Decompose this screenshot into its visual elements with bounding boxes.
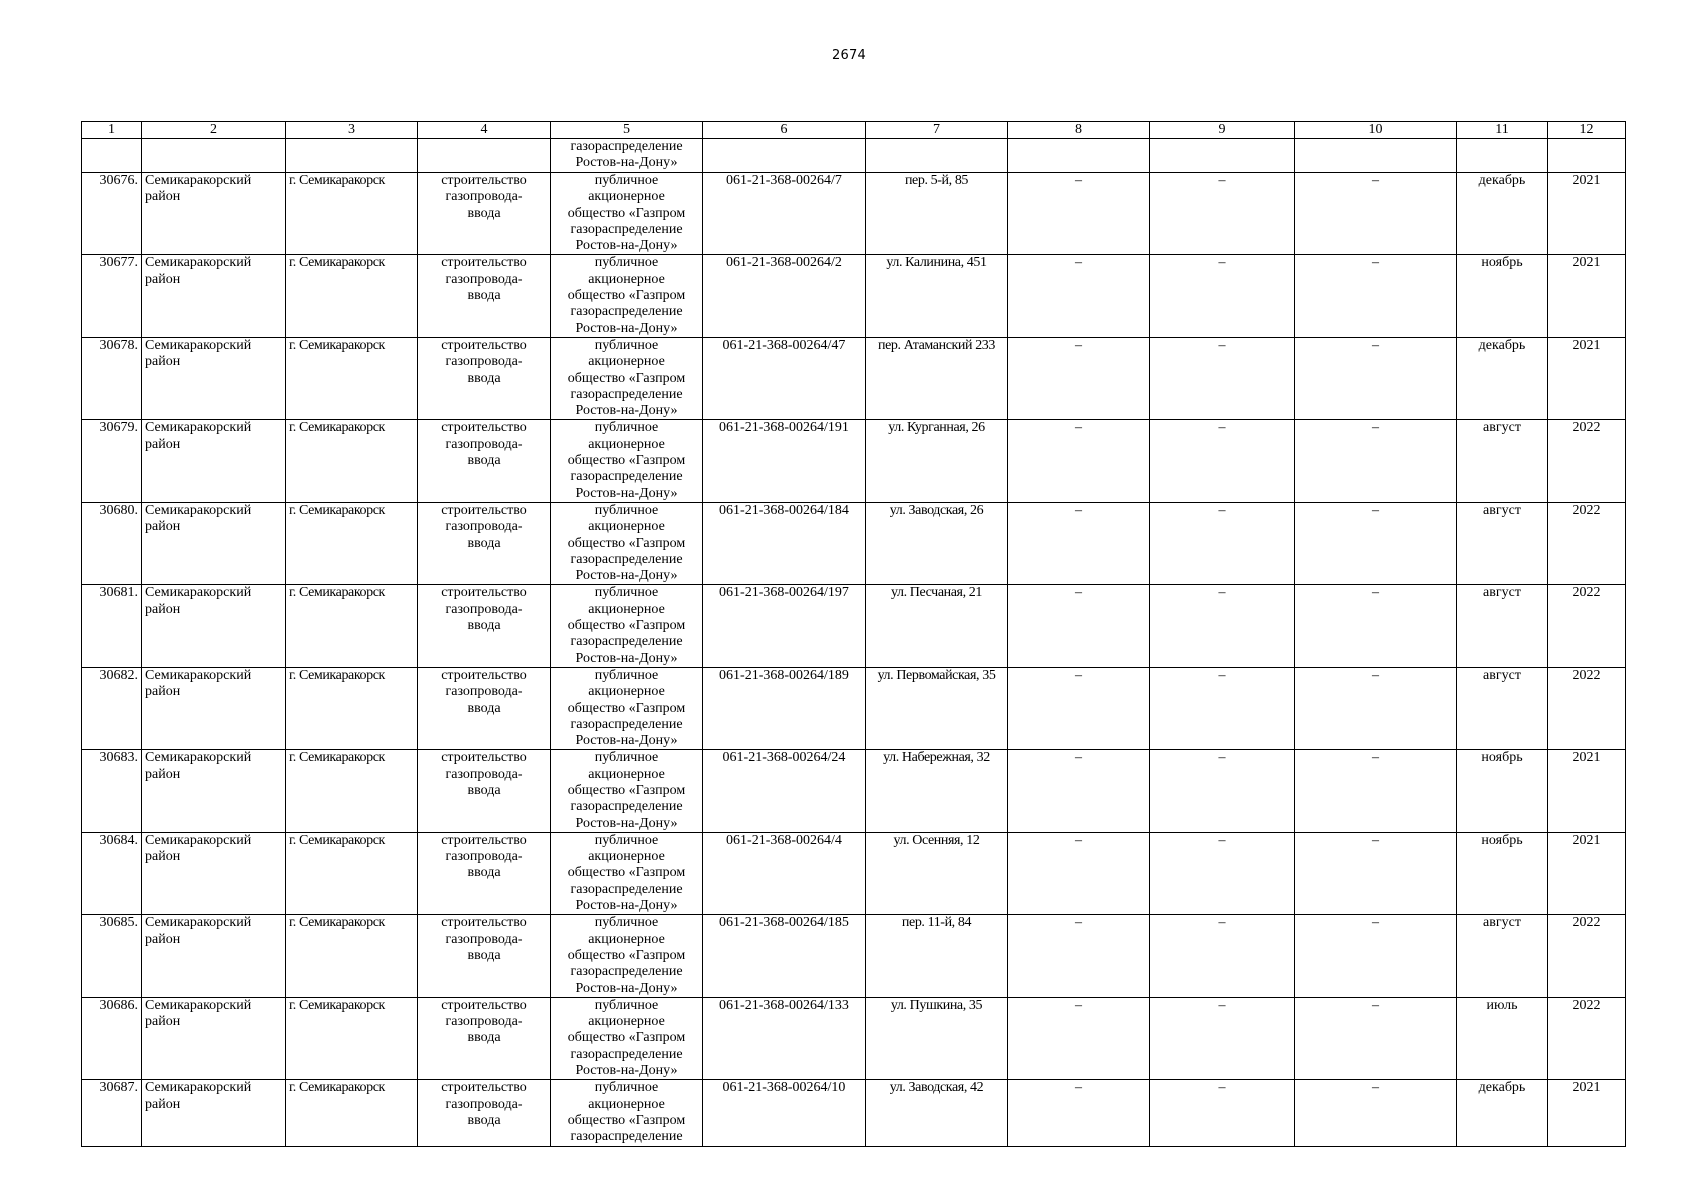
owner bbox=[551, 750, 703, 832]
col-8-value: – bbox=[1008, 585, 1150, 667]
cell-4 bbox=[418, 139, 551, 173]
work-line: газопровода- bbox=[445, 1096, 523, 1112]
work-line: строительство bbox=[441, 255, 527, 271]
owner-line: публичное bbox=[594, 173, 659, 188]
col-10-value: – bbox=[1295, 173, 1457, 255]
owner bbox=[551, 915, 703, 997]
registry-code: 061-21-368-00264/7 bbox=[703, 173, 866, 255]
month: август bbox=[1457, 915, 1548, 997]
row-number: 30683. bbox=[82, 750, 142, 832]
owner bbox=[551, 667, 703, 749]
district: Семикаракорский район bbox=[142, 255, 286, 337]
owner-line: газораспределение bbox=[570, 1129, 683, 1145]
owner-line: Ростов-на-Дону» bbox=[575, 568, 678, 584]
month: август bbox=[1457, 667, 1548, 749]
owner-line: Ростов-на-Дону» bbox=[575, 650, 678, 666]
owner-line: акционерное bbox=[588, 1014, 665, 1030]
locality: г. Семикаракорск bbox=[286, 420, 418, 502]
table-row bbox=[82, 337, 1626, 419]
address: ул. Курганная, 26 bbox=[866, 420, 1008, 502]
locality: г. Семикаракорск bbox=[286, 915, 418, 997]
month: ноябрь bbox=[1457, 255, 1548, 337]
month: август bbox=[1457, 420, 1548, 502]
owner-line: акционерное bbox=[588, 436, 665, 452]
registry-code: 061-21-368-00264/197 bbox=[703, 585, 866, 667]
owner-line: Ростов-на-Дону» bbox=[575, 238, 678, 254]
owner-line: газораспределение bbox=[570, 469, 683, 485]
work-line: строительство bbox=[441, 832, 527, 848]
owner-line: общество «Газпром bbox=[567, 782, 686, 798]
row-number: 30681. bbox=[82, 585, 142, 667]
owner-line: общество «Газпром bbox=[567, 865, 686, 881]
col-9-value: – bbox=[1150, 502, 1295, 584]
owner-line: газораспределение bbox=[570, 551, 683, 567]
registry-code: 061-21-368-00264/24 bbox=[703, 750, 866, 832]
year: 2022 bbox=[1548, 915, 1626, 997]
col-8-value: – bbox=[1008, 1080, 1150, 1146]
address: пер. Атаманский 233 bbox=[866, 337, 1008, 419]
year: 2022 bbox=[1548, 585, 1626, 667]
col-10-value: – bbox=[1295, 750, 1457, 832]
table-row bbox=[82, 832, 1626, 914]
registry-code: 061-21-368-00264/184 bbox=[703, 502, 866, 584]
owner-line: общество «Газпром bbox=[567, 205, 686, 221]
owner bbox=[551, 997, 703, 1079]
work-line: ввода bbox=[467, 947, 501, 963]
owner-line: газораспределение bbox=[570, 386, 683, 402]
registry-code: 061-21-368-00264/2 bbox=[703, 255, 866, 337]
table-row bbox=[82, 750, 1626, 832]
continuation-row bbox=[82, 139, 1626, 173]
column-number-7: 7 bbox=[866, 122, 1008, 139]
owner-line: акционерное bbox=[588, 354, 665, 370]
col-10-value: – bbox=[1295, 255, 1457, 337]
work-line: строительство bbox=[441, 750, 527, 766]
work-type bbox=[418, 750, 551, 832]
col-9-value: – bbox=[1150, 1080, 1295, 1146]
col-8-value: – bbox=[1008, 502, 1150, 584]
district: Семикаракорский район bbox=[142, 997, 286, 1079]
col-10-value: – bbox=[1295, 832, 1457, 914]
address: пер. 11-й, 84 bbox=[866, 915, 1008, 997]
owner bbox=[551, 420, 703, 502]
owner-line: акционерное bbox=[588, 1096, 665, 1112]
owner-line: газораспределение bbox=[570, 964, 683, 980]
address: ул. Заводская, 26 bbox=[866, 502, 1008, 584]
owner-line: Ростов-на-Дону» bbox=[575, 155, 678, 171]
owner-line: Ростов-на-Дону» bbox=[575, 1063, 678, 1079]
owner-line: акционерное bbox=[588, 849, 665, 865]
work-line: газопровода- bbox=[445, 1014, 523, 1030]
owner-line: публичное bbox=[594, 255, 659, 271]
row-number: 30678. bbox=[82, 337, 142, 419]
owner bbox=[551, 255, 703, 337]
year: 2021 bbox=[1548, 832, 1626, 914]
locality: г. Семикаракорск bbox=[286, 255, 418, 337]
owner-line: Ростов-на-Дону» bbox=[575, 898, 678, 914]
owner-line: публичное bbox=[594, 997, 659, 1013]
year: 2021 bbox=[1548, 173, 1626, 255]
table-row bbox=[82, 915, 1626, 997]
owner-line: публичное bbox=[594, 667, 659, 683]
year: 2022 bbox=[1548, 997, 1626, 1079]
month: август bbox=[1457, 502, 1548, 584]
column-number-6: 6 bbox=[703, 122, 866, 139]
work-line: ввода bbox=[467, 618, 501, 634]
month: декабрь bbox=[1457, 1080, 1548, 1146]
work-type bbox=[418, 173, 551, 255]
col-8-value: – bbox=[1008, 420, 1150, 502]
cell-1 bbox=[82, 139, 142, 173]
column-number-10: 10 bbox=[1295, 122, 1457, 139]
column-number-9: 9 bbox=[1150, 122, 1295, 139]
owner bbox=[551, 173, 703, 255]
owner-line: общество «Газпром bbox=[567, 453, 686, 469]
district: Семикаракорский район bbox=[142, 502, 286, 584]
work-line: газопровода- bbox=[445, 931, 523, 947]
owner bbox=[551, 585, 703, 667]
col-8-value: – bbox=[1008, 997, 1150, 1079]
locality: г. Семикаракорск bbox=[286, 1080, 418, 1146]
cell-owner bbox=[551, 139, 703, 173]
work-type bbox=[418, 337, 551, 419]
district: Семикаракорский район bbox=[142, 173, 286, 255]
col-8-value: – bbox=[1008, 750, 1150, 832]
owner-line: Ростов-на-Дону» bbox=[575, 485, 678, 501]
work-line: строительство bbox=[441, 1080, 527, 1096]
district: Семикаракорский район bbox=[142, 750, 286, 832]
owner-line: общество «Газпром bbox=[567, 700, 686, 716]
registry-code: 061-21-368-00264/4 bbox=[703, 832, 866, 914]
col-10-value: – bbox=[1295, 337, 1457, 419]
column-number-1: 1 bbox=[82, 122, 142, 139]
month: декабрь bbox=[1457, 337, 1548, 419]
district: Семикаракорский район bbox=[142, 585, 286, 667]
cell-6 bbox=[703, 139, 866, 173]
col-9-value: – bbox=[1150, 255, 1295, 337]
owner-line: газораспределение bbox=[570, 716, 683, 732]
district: Семикаракорский район bbox=[142, 832, 286, 914]
owner-line: публичное bbox=[594, 337, 659, 353]
month: ноябрь bbox=[1457, 750, 1548, 832]
locality: г. Семикаракорск bbox=[286, 667, 418, 749]
register-table bbox=[81, 121, 1626, 1147]
row-number: 30680. bbox=[82, 502, 142, 584]
col-9-value: – bbox=[1150, 420, 1295, 502]
owner-line: общество «Газпром bbox=[567, 1030, 686, 1046]
year: 2022 bbox=[1548, 502, 1626, 584]
work-line: строительство bbox=[441, 585, 527, 601]
owner-line: газораспределение bbox=[570, 139, 683, 154]
owner bbox=[551, 832, 703, 914]
table-row bbox=[82, 585, 1626, 667]
address: ул. Первомайская, 35 bbox=[866, 667, 1008, 749]
owner-line: Ростов-на-Дону» bbox=[575, 980, 678, 996]
column-number-12: 12 bbox=[1548, 122, 1626, 139]
district: Семикаракорский район bbox=[142, 1080, 286, 1146]
work-line: ввода bbox=[467, 1112, 501, 1128]
registry-code: 061-21-368-00264/133 bbox=[703, 997, 866, 1079]
owner-line: публичное bbox=[594, 750, 659, 766]
row-number: 30682. bbox=[82, 667, 142, 749]
work-type bbox=[418, 997, 551, 1079]
column-number-4: 4 bbox=[418, 122, 551, 139]
owner-line: газораспределение bbox=[570, 634, 683, 650]
col-9-value: – bbox=[1150, 915, 1295, 997]
row-number: 30684. bbox=[82, 832, 142, 914]
owner-line: Ростов-на-Дону» bbox=[575, 815, 678, 831]
work-line: ввода bbox=[467, 453, 501, 469]
month: ноябрь bbox=[1457, 832, 1548, 914]
work-line: газопровода- bbox=[445, 684, 523, 700]
col-8-value: – bbox=[1008, 173, 1150, 255]
locality: г. Семикаракорск bbox=[286, 585, 418, 667]
work-line: строительство bbox=[441, 667, 527, 683]
owner-line: публичное bbox=[594, 915, 659, 931]
table-row bbox=[82, 255, 1626, 337]
owner-line: акционерное bbox=[588, 519, 665, 535]
work-type bbox=[418, 1080, 551, 1146]
owner-line: акционерное bbox=[588, 601, 665, 617]
col-9-value: – bbox=[1150, 667, 1295, 749]
page-number: 2674 bbox=[832, 48, 866, 63]
owner-line: Ростов-на-Дону» bbox=[575, 403, 678, 419]
table-row bbox=[82, 667, 1626, 749]
work-line: ввода bbox=[467, 1030, 501, 1046]
row-number: 30685. bbox=[82, 915, 142, 997]
work-type bbox=[418, 667, 551, 749]
cell-3 bbox=[286, 139, 418, 173]
owner-line: публичное bbox=[594, 585, 659, 601]
owner-line: акционерное bbox=[588, 189, 665, 205]
col-8-value: – bbox=[1008, 915, 1150, 997]
col-10-value: – bbox=[1295, 667, 1457, 749]
col-9-value: – bbox=[1150, 997, 1295, 1079]
address: ул. Набережная, 32 bbox=[866, 750, 1008, 832]
owner-line: публичное bbox=[594, 420, 659, 436]
owner-line: общество «Газпром bbox=[567, 947, 686, 963]
work-line: строительство bbox=[441, 502, 527, 518]
column-number-3: 3 bbox=[286, 122, 418, 139]
col-8-value: – bbox=[1008, 337, 1150, 419]
registry-code: 061-21-368-00264/47 bbox=[703, 337, 866, 419]
work-line: ввода bbox=[467, 205, 501, 221]
owner-line: акционерное bbox=[588, 766, 665, 782]
address: ул. Пушкина, 35 bbox=[866, 997, 1008, 1079]
table-row bbox=[82, 502, 1626, 584]
work-line: ввода bbox=[467, 782, 501, 798]
locality: г. Семикаракорск bbox=[286, 337, 418, 419]
owner-line: газораспределение bbox=[570, 799, 683, 815]
row-number: 30676. bbox=[82, 173, 142, 255]
owner-line: газораспределение bbox=[570, 1046, 683, 1062]
year: 2021 bbox=[1548, 750, 1626, 832]
row-number: 30687. bbox=[82, 1080, 142, 1146]
cell-2 bbox=[142, 139, 286, 173]
row-number: 30677. bbox=[82, 255, 142, 337]
month: декабрь bbox=[1457, 173, 1548, 255]
work-line: строительство bbox=[441, 420, 527, 436]
owner bbox=[551, 502, 703, 584]
work-line: ввода bbox=[467, 370, 501, 386]
owner-line: акционерное bbox=[588, 271, 665, 287]
col-8-value: – bbox=[1008, 255, 1150, 337]
work-line: ввода bbox=[467, 865, 501, 881]
cell-11 bbox=[1457, 139, 1548, 173]
col-9-value: – bbox=[1150, 832, 1295, 914]
column-number-8: 8 bbox=[1008, 122, 1150, 139]
work-line: газопровода- bbox=[445, 271, 523, 287]
col-9-value: – bbox=[1150, 337, 1295, 419]
column-number-header bbox=[82, 122, 1626, 139]
month: август bbox=[1457, 585, 1548, 667]
cell-9 bbox=[1150, 139, 1295, 173]
cell-7 bbox=[866, 139, 1008, 173]
work-type bbox=[418, 502, 551, 584]
work-line: строительство bbox=[441, 337, 527, 353]
col-10-value: – bbox=[1295, 420, 1457, 502]
owner-line: общество «Газпром bbox=[567, 370, 686, 386]
registry-code: 061-21-368-00264/189 bbox=[703, 667, 866, 749]
address: пер. 5-й, 85 bbox=[866, 173, 1008, 255]
owner-line: газораспределение bbox=[570, 304, 683, 320]
locality: г. Семикаракорск bbox=[286, 832, 418, 914]
col-10-value: – bbox=[1295, 915, 1457, 997]
table-row bbox=[82, 420, 1626, 502]
column-number-2: 2 bbox=[142, 122, 286, 139]
year: 2021 bbox=[1548, 255, 1626, 337]
col-9-value: – bbox=[1150, 173, 1295, 255]
table-row bbox=[82, 1080, 1626, 1146]
work-line: ввода bbox=[467, 288, 501, 304]
work-line: газопровода- bbox=[445, 766, 523, 782]
work-type bbox=[418, 832, 551, 914]
work-line: газопровода- bbox=[445, 354, 523, 370]
owner-line: газораспределение bbox=[570, 881, 683, 897]
owner-line: акционерное bbox=[588, 684, 665, 700]
work-line: газопровода- bbox=[445, 519, 523, 535]
col-9-value: – bbox=[1150, 750, 1295, 832]
cell-12 bbox=[1548, 139, 1626, 173]
owner bbox=[551, 1080, 703, 1146]
registry-code: 061-21-368-00264/191 bbox=[703, 420, 866, 502]
year: 2022 bbox=[1548, 420, 1626, 502]
col-10-value: – bbox=[1295, 997, 1457, 1079]
address: ул. Калинина, 451 bbox=[866, 255, 1008, 337]
row-number: 30679. bbox=[82, 420, 142, 502]
work-line: ввода bbox=[467, 700, 501, 716]
col-10-value: – bbox=[1295, 502, 1457, 584]
registry-code: 061-21-368-00264/185 bbox=[703, 915, 866, 997]
work-line: ввода bbox=[467, 535, 501, 551]
work-type bbox=[418, 585, 551, 667]
owner-line: акционерное bbox=[588, 931, 665, 947]
locality: г. Семикаракорск bbox=[286, 173, 418, 255]
col-8-value: – bbox=[1008, 832, 1150, 914]
owner-line: Ростов-на-Дону» bbox=[575, 320, 678, 336]
work-type bbox=[418, 255, 551, 337]
owner-line: публичное bbox=[594, 502, 659, 518]
district: Семикаракорский район bbox=[142, 420, 286, 502]
owner bbox=[551, 337, 703, 419]
owner-line: общество «Газпром bbox=[567, 535, 686, 551]
column-number-11: 11 bbox=[1457, 122, 1548, 139]
year: 2022 bbox=[1548, 667, 1626, 749]
month: июль bbox=[1457, 997, 1548, 1079]
table-row bbox=[82, 173, 1626, 255]
district: Семикаракорский район bbox=[142, 667, 286, 749]
owner-line: общество «Газпром bbox=[567, 1112, 686, 1128]
work-line: газопровода- bbox=[445, 189, 523, 205]
owner-line: газораспределение bbox=[570, 221, 683, 237]
work-type bbox=[418, 420, 551, 502]
owner-line: общество «Газпром bbox=[567, 288, 686, 304]
owner-line: публичное bbox=[594, 832, 659, 848]
work-line: строительство bbox=[441, 997, 527, 1013]
year: 2021 bbox=[1548, 1080, 1626, 1146]
work-line: газопровода- bbox=[445, 436, 523, 452]
work-line: газопровода- bbox=[445, 849, 523, 865]
row-number: 30686. bbox=[82, 997, 142, 1079]
year: 2021 bbox=[1548, 337, 1626, 419]
work-line: строительство bbox=[441, 173, 527, 188]
address: ул. Осенняя, 12 bbox=[866, 832, 1008, 914]
owner-line: общество «Газпром bbox=[567, 618, 686, 634]
owner-line: публичное bbox=[594, 1080, 659, 1096]
owner-line: Ростов-на-Дону» bbox=[575, 733, 678, 749]
cell-10 bbox=[1295, 139, 1457, 173]
district: Семикаракорский район bbox=[142, 915, 286, 997]
district: Семикаракорский район bbox=[142, 337, 286, 419]
work-type bbox=[418, 915, 551, 997]
locality: г. Семикаракорск bbox=[286, 997, 418, 1079]
work-line: газопровода- bbox=[445, 601, 523, 617]
table-row bbox=[82, 997, 1626, 1079]
address: ул. Заводская, 42 bbox=[866, 1080, 1008, 1146]
col-10-value: – bbox=[1295, 1080, 1457, 1146]
col-9-value: – bbox=[1150, 585, 1295, 667]
registry-code: 061-21-368-00264/10 bbox=[703, 1080, 866, 1146]
locality: г. Семикаракорск bbox=[286, 502, 418, 584]
work-line: строительство bbox=[441, 915, 527, 931]
column-number-5: 5 bbox=[551, 122, 703, 139]
col-8-value: – bbox=[1008, 667, 1150, 749]
address: ул. Песчаная, 21 bbox=[866, 585, 1008, 667]
cell-8 bbox=[1008, 139, 1150, 173]
locality: г. Семикаракорск bbox=[286, 750, 418, 832]
col-10-value: – bbox=[1295, 585, 1457, 667]
